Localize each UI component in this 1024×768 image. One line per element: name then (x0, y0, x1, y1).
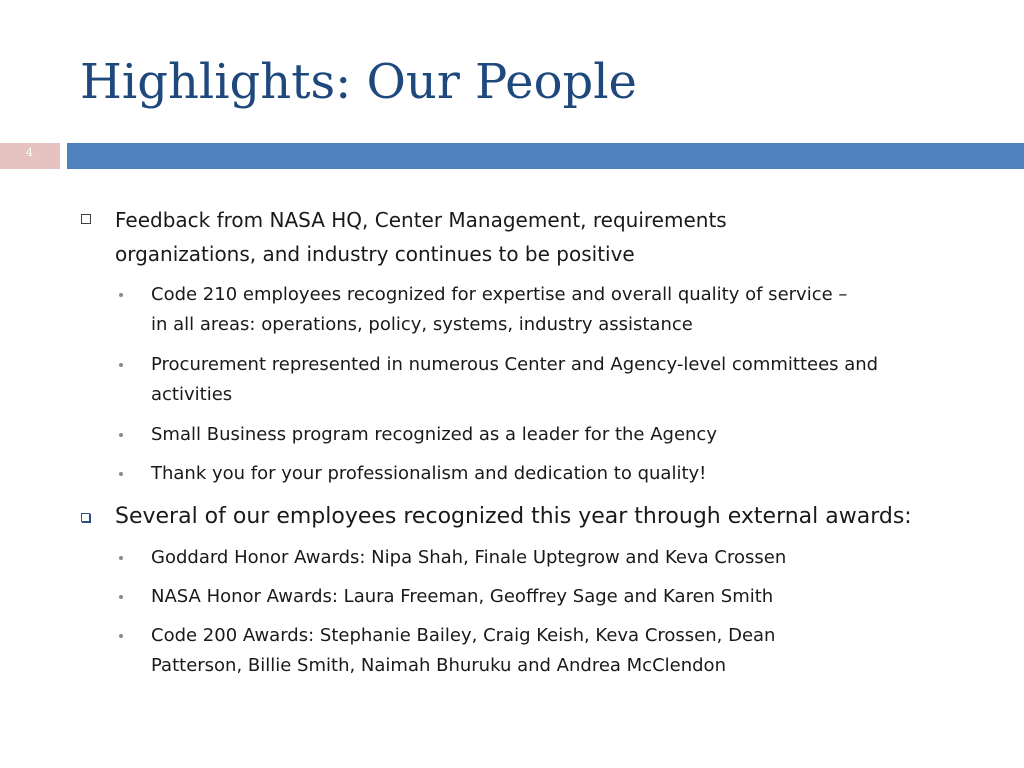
sub-bullet-text: NASA Honor Awards: Laura Freeman, Geoffrey Sage and Karen Smith (151, 586, 774, 607)
dot-bullet-icon (119, 363, 123, 367)
sub-bullet-text: Small Business program recognized as a leader for the Agency (151, 424, 717, 445)
bullet-text: Several of our employees recognized this year through external awards: (115, 504, 912, 529)
page-number: 4 (26, 146, 33, 159)
dot-bullet-icon (119, 472, 123, 476)
square-bullet-icon (81, 513, 90, 522)
dot-bullet-icon (119, 556, 123, 560)
square-bullet-icon (81, 214, 91, 224)
slide-title: Highlights: Our People (80, 54, 637, 110)
sub-bullet-text: activities (151, 384, 233, 405)
dot-bullet-icon (119, 595, 123, 599)
sub-bullet-text: Procurement represented in numerous Center and Agency-level committees and (151, 354, 879, 375)
dot-bullet-icon (119, 433, 123, 437)
dot-bullet-icon (119, 293, 123, 297)
sub-bullet-text: Patterson, Billie Smith, Naimah Bhuruku and Andrea McClendon (151, 655, 726, 676)
sub-bullet-text: Code 200 Awards: Stephanie Bailey, Craig Keish, Keva Crossen, Dean (151, 625, 776, 646)
sub-bullet-text: in all areas: operations, policy, systems, industry assistance (151, 314, 693, 335)
bullet-text: organizations, and industry continues to be positive (115, 242, 635, 266)
sub-bullet-text: Goddard Honor Awards: Nipa Shah, Finale Uptegrow and Keva Crossen (151, 547, 787, 568)
dot-bullet-icon (119, 634, 123, 638)
bullet-text: Feedback from NASA HQ, Center Management, requirements (115, 208, 727, 232)
sub-bullet-text: Thank you for your professionalism and dedication to quality! (151, 463, 707, 484)
sub-bullet-text: Code 210 employees recognized for expertise and overall quality of service – (151, 284, 848, 305)
